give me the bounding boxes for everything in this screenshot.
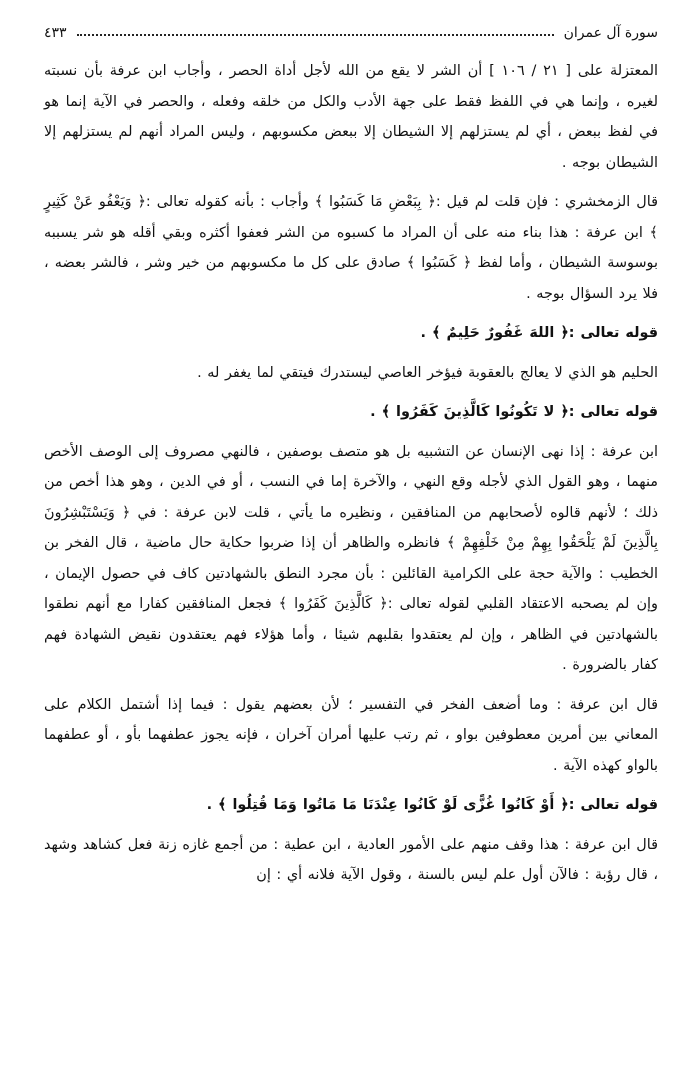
paragraph-separator [44, 353, 658, 354]
paragraph-separator [44, 392, 658, 393]
paragraph-separator [44, 825, 658, 826]
paragraph-2: قال الزمخشري : فإن قلت لم قيل :﴿ بِبَعْضِ مَا كَسَبُوا ﴾ وأجاب : بأنه كقوله تعالى :﴿ وَيَعْفُو عَنْ كَثِيرٍ ﴾ ابن عرفة : هذا بناء منه على أن المراد ما كسبوه من الشر فعفوا أكثره وبقي أقله هو شر يسببه بوسوسة الشيطان ، وأما لفظ ﴿ كَسَبُوا ﴾ صادق على كل ما مكسوبهم من خير وشر ، فالشر بعضه ، فلا يرد السؤال بوجه . [44, 194, 658, 302]
paragraph-separator [44, 432, 658, 433]
page-number: ٤٣٣ [44, 25, 67, 41]
paragraph-5: قال ابن عرفة : وما أضعف الفخر في التفسير ؛ لأن بعضهم يقول : فيما إذا أشتمل الكلام على المعاني بين أمرين معطوفين بواو ، ثم رتب عليها أمران آخران ، فإنه يجوز عطفهما بأو ، أو عطفهما بالواو كهذه الآية . [44, 696, 658, 774]
paragraph-4: ابن عرفة : إذا نهى الإنسان عن التشبيه بل هو متصف بوصفين ، فالنهي مصروف إلى الوصف الأخص منهما ، وهو القول الذي لأجله وقع النهي ، والآخرة إما في النسب ، أو في الدين ، وهو هذا أخص من ذلك ؛ لأنهم قالوه لأصحابهم من المنافقين ، ونظيره ما يأتي ، قلت لابن عرفة : في ﴿ وَيَسْتَبْشِرُونَ بِالَّذِينَ لَمْ يَلْحَقُوا بِهِمْ مِنْ خَلْفِهِمْ ﴾ فانظره والظاهر أن إذا ضربوا حكاية حال ماضية ، قال الفخر بن الخطيب : والآية حجة على الكرامية القائلين : بأن مجرد النطق بالشهادتين كاف في حصول الإيمان ، وإن لم يصحبه الاعتقاد القلبي لقوله تعالى :﴿ كَالَّذِينَ كَفَرُوا ﴾ فجعل المنافقين كفارا مع أنهم نطقوا بالشهادتين في الظاهر ، وإن لم يعتقدوا بقلبهم شيئا ، وأما هؤلاء فهم يعتقدون نقيض الشهادة فهم كفار بالضرورة . [44, 443, 658, 673]
paragraph-separator [44, 182, 658, 183]
running-header [44, 20, 658, 46]
paragraph-separator [44, 685, 658, 686]
paragraph-separator [44, 313, 658, 314]
paragraph-separator [44, 785, 658, 786]
paragraph-1: المعتزلة على [ ٢١ / ١٠٦ ] أن الشر لا يقع من الله لأجل أداة الحصر ، وأجاب ابن عرفة بأن نسبته لغيره ، وإنما هي في اللفظ فقط على جهة الأدب والكل من خلقه وفعله ، والحصر في الآية إنما هو في لفظ ببعض ، أي لم يستزلهم إلا الشيطان إلا ببعض مكسوبهم ، وليس المراد أنهم لم يستزلهم إلا الشيطان بوجه . [44, 63, 659, 171]
verse-heading-1: قوله تعالى :﴿ اللهَ غَفُورٌ حَلِيمٌ ﴾ . [420, 325, 658, 341]
paragraph-3: الحليم هو الذي لا يعالج بالعقوبة فيؤخر العاصي ليستدرك فيتقي لما يغفر له . [197, 364, 658, 381]
body-text [44, 56, 658, 891]
surah-title: سورة آل عمران [563, 25, 658, 41]
verse-heading-2: قوله تعالى :﴿ لا تَكُونُوا كَالَّذِينَ كَفَرُوا ﴾ . [370, 404, 658, 420]
paragraph-6: قال ابن عرفة : هذا وقف منهم على الأمور العادية ، ابن عطية : من أجمع غازه زنة فعل كشاهد وشهد ، قال رؤبة : فالآن أول علم ليس بالسنة ، وقول الآية فلانه أي : إن [44, 836, 658, 883]
verse-heading-3: قوله تعالى :﴿ أَوْ كَانُوا غُزًّى لَوْ كَانُوا عِنْدَنَا مَا مَاتُوا وَمَا قُتِلُوا ﴾ . [206, 797, 658, 813]
dotted-leader [77, 34, 554, 36]
